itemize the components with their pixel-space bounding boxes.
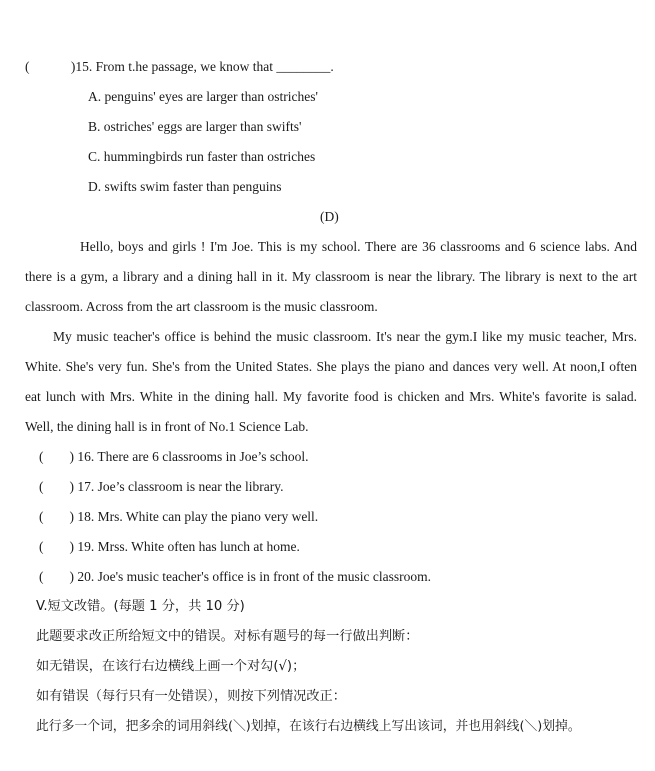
answer-paren: ( [39, 449, 44, 464]
option-b: B. ostriches' eggs are larger than swifts' [88, 119, 302, 134]
answer-paren: ( [39, 569, 44, 584]
paragraph-1-line-2: there is a gym, a library and a dining hall in it. My classroom is near the library. The library is next to the art [25, 269, 637, 284]
paragraph-2-line-4: Well, the dining hall is in front of No.1 Science Lab. [25, 419, 309, 434]
answer-paren: ( [25, 59, 30, 74]
question-text: ) 17. Joe’s classroom is near the library. [69, 479, 284, 494]
question-18 [39, 508, 318, 526]
paragraph-1-line-1: Hello, boys and girls ! I'm Joe. This is my school. There are 36 classrooms and 6 science labs. And [80, 239, 637, 254]
question-15-stem: )15. From t.he passage, we know that ________. [70, 59, 334, 74]
section-v-title: V.短文改错。(每题 1 分，共 10 分) [36, 599, 245, 614]
question-text: ) 16. There are 6 classrooms in Joe’s school. [69, 449, 309, 464]
question-text: ) 18. Mrs. White can play the piano very well. [69, 509, 319, 524]
answer-paren: ( [39, 479, 44, 494]
question-20 [39, 568, 431, 586]
question-19 [39, 538, 300, 556]
question-15 [25, 58, 334, 76]
option-a: A. penguins' eyes are larger than ostriches' [88, 89, 318, 104]
option-d: D. swifts swim faster than penguins [88, 179, 282, 194]
answer-paren: ( [39, 509, 44, 524]
paragraph-2-line-1: My music teacher's office is behind the music classroom. It's near the gym.I like my music teacher, Mrs. [53, 329, 637, 344]
section-d-heading: (D) [320, 209, 339, 224]
instruction-3: 如有错误（每行只有一处错误），则按下列情况改正： [36, 689, 346, 704]
question-17 [39, 478, 283, 496]
option-c: C. hummingbirds run faster than ostriches [88, 149, 316, 164]
paragraph-2-line-3: eat lunch with Mrs. White in the dining hall. My favorite food is chicken and Mrs. White's favorite is salad. [25, 389, 637, 404]
instruction-2: 如无错误，在该行右边横线上画一个对勾(√)； [36, 659, 306, 674]
question-text: ) 20. Joe's music teacher's office is in front of the music classroom. [69, 569, 432, 584]
instruction-1: 此题要求改正所给短文中的错误。对标有题号的每一行做出判断： [36, 629, 419, 644]
answer-paren: ( [39, 539, 44, 554]
question-16 [39, 448, 308, 466]
question-text: ) 19. Mrss. White often has lunch at home. [69, 539, 300, 554]
paragraph-2-line-2: White. She's very fun. She's from the United States. She plays the piano and dances very well. At noon,I often [25, 359, 637, 374]
paragraph-1-line-3: classroom. Across from the art classroom is the music classroom. [25, 299, 378, 314]
instruction-4: 此行多一个词，把多余的词用斜线(＼)划掉，在该行右边横线上写出该词，并也用斜线(＼)划掉。 [36, 719, 581, 734]
